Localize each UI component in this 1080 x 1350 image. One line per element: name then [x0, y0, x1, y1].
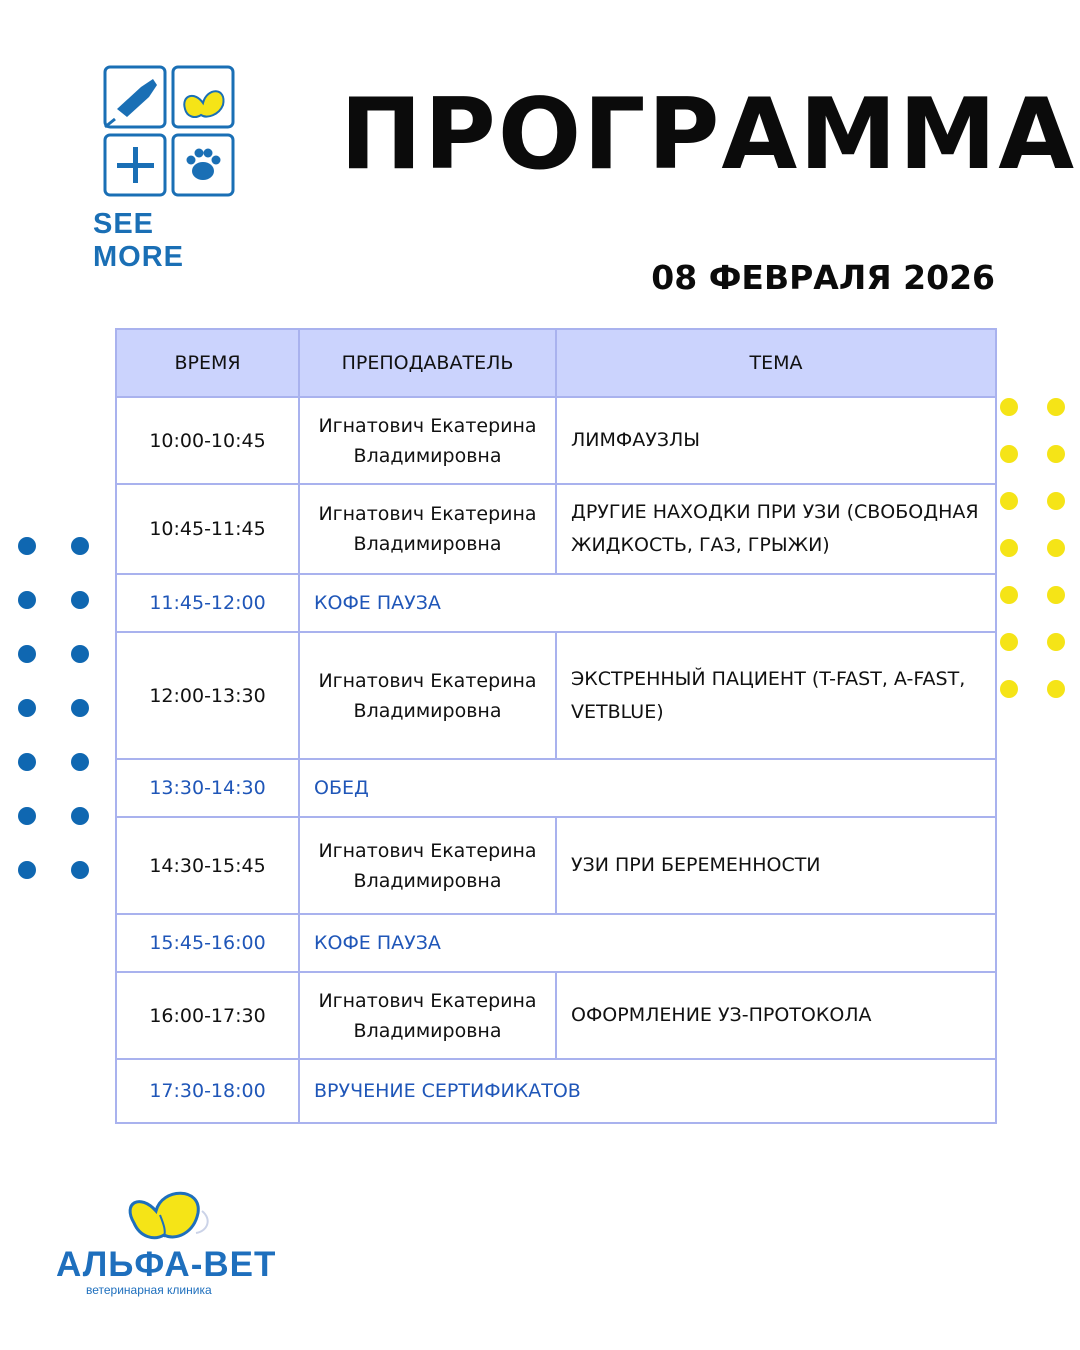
row-time: 14:30-15:45	[116, 817, 299, 914]
row-time: 15:45-16:00	[116, 914, 299, 972]
ultrasound-probe-icon	[105, 79, 157, 127]
row-teacher: Игнатович Екатерина Владимировна	[299, 397, 556, 484]
table-row-break	[116, 759, 996, 817]
clinic-subtitle: ветеринарная клиника	[86, 1283, 212, 1297]
row-break-label: ОБЕД	[299, 759, 996, 817]
alfa-vet-logo	[56, 1185, 286, 1305]
row-time: 17:30-18:00	[116, 1059, 299, 1123]
clinic-name: АЛЬФА-ВЕТ	[56, 1245, 277, 1284]
row-teacher: Игнатович Екатерина Владимировна	[299, 817, 556, 914]
see-more-label: SEE MORE	[93, 208, 184, 273]
header-topic: ТЕМА	[556, 329, 996, 397]
plus-icon	[117, 147, 154, 183]
row-time: 10:00-10:45	[116, 397, 299, 484]
row-topic: ЭКСТРЕННЫЙ ПАЦИЕНТ (T-FAST, A-FAST, VETBLUE)	[556, 632, 996, 759]
table-row-break	[116, 1059, 996, 1123]
row-topic: ДРУГИЕ НАХОДКИ ПРИ УЗИ (СВОБОДНАЯ ЖИДКОСТЬ, ГАЗ, ГРЫЖИ)	[556, 484, 996, 574]
row-topic: ОФОРМЛЕНИЕ УЗ-ПРОТОКОЛА	[556, 972, 996, 1059]
header-time: ВРЕМЯ	[116, 329, 299, 397]
row-teacher: Игнатович Екатерина Владимировна	[299, 632, 556, 759]
row-time: 10:45-11:45	[116, 484, 299, 574]
row-time: 16:00-17:30	[116, 972, 299, 1059]
see-more-logo-icons	[103, 65, 237, 199]
row-break-label: ВРУЧЕНИЕ СЕРТИФИКАТОВ	[299, 1059, 996, 1123]
page-title: ПРОГРАММА	[340, 78, 1077, 192]
row-teacher: Игнатович Екатерина Владимировна	[299, 972, 556, 1059]
event-date: 08 ФЕВРАЛЯ 2026	[651, 258, 995, 297]
table-row	[116, 817, 996, 914]
row-break-label: КОФЕ ПАУЗА	[299, 574, 996, 632]
row-time: 11:45-12:00	[116, 574, 299, 632]
table-row-break	[116, 574, 996, 632]
table-row	[116, 632, 996, 759]
row-topic: УЗИ ПРИ БЕРЕМЕННОСТИ	[556, 817, 996, 914]
header-teacher: ПРЕПОДАВАТЕЛЬ	[299, 329, 556, 397]
table-row	[116, 484, 996, 574]
paw-icon	[187, 149, 221, 181]
row-time: 12:00-13:30	[116, 632, 299, 759]
butterfly-icon	[184, 91, 223, 117]
see-more-logo	[93, 65, 253, 273]
row-teacher: Игнатович Екатерина Владимировна	[299, 484, 556, 574]
schedule-table	[115, 328, 997, 1124]
row-break-label: КОФЕ ПАУЗА	[299, 914, 996, 972]
table-header-row	[116, 329, 996, 397]
table-row-break	[116, 914, 996, 972]
table-row	[116, 972, 996, 1059]
row-topic: ЛИМФАУЗЛЫ	[556, 397, 996, 484]
table-row	[116, 397, 996, 484]
row-time: 13:30-14:30	[116, 759, 299, 817]
